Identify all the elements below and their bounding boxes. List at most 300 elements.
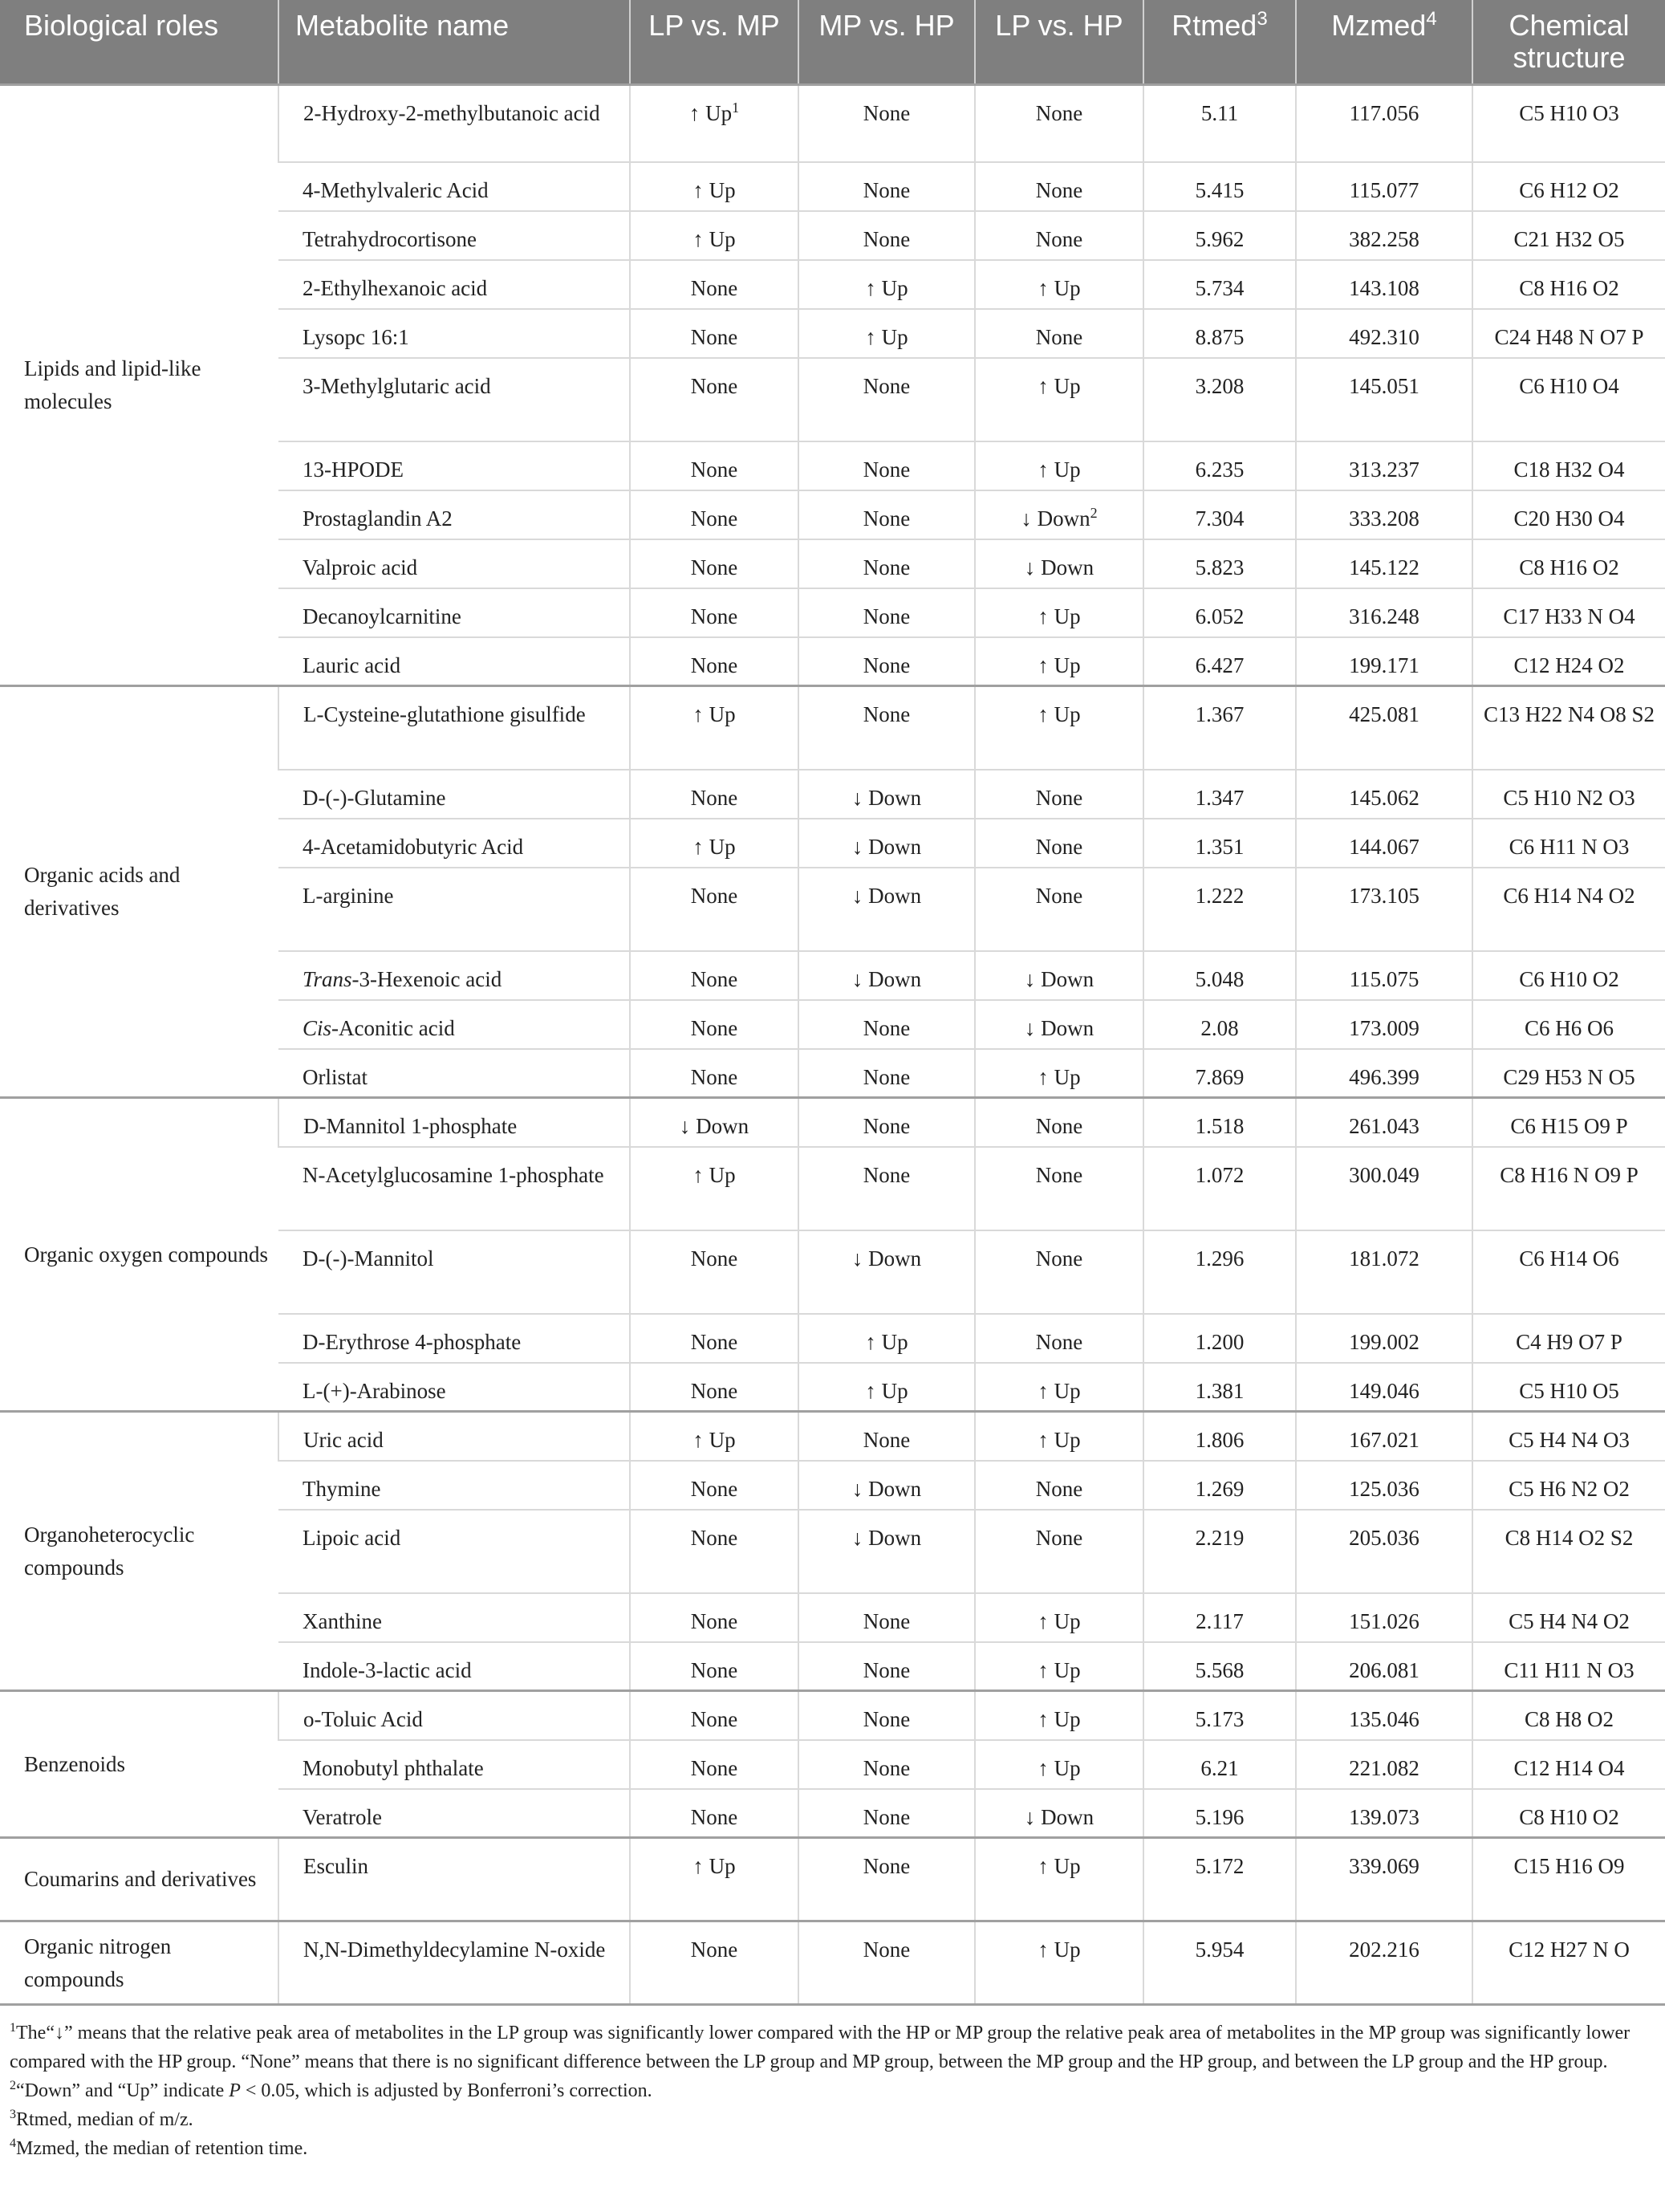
mp-vs-hp-cell bbox=[798, 309, 975, 358]
rtmed-cell bbox=[1143, 1314, 1296, 1363]
metabolite-name-cell bbox=[278, 686, 630, 770]
metabolite-name-cell bbox=[278, 1921, 630, 2005]
lp-vs-hp-cell bbox=[975, 1230, 1143, 1314]
lp-vs-hp-cell bbox=[975, 1510, 1143, 1593]
mp-vs-hp-value: ↑ Up bbox=[865, 275, 908, 300]
chemical-structure-value: C21 H32 O5 bbox=[1513, 226, 1625, 251]
metabolite-name-cell bbox=[278, 819, 630, 868]
lp-vs-mp-cell bbox=[630, 162, 798, 211]
metabolite-name-cell bbox=[278, 1363, 630, 1412]
metabolite-name: D-(-)-Mannitol bbox=[303, 1246, 434, 1271]
header-lp-vs-mp: LP vs. MP bbox=[630, 0, 798, 85]
mzmed-cell bbox=[1296, 260, 1472, 309]
lp-vs-hp-value: ↑ Up bbox=[1038, 1378, 1081, 1403]
rtmed-value: 1.072 bbox=[1195, 1162, 1245, 1187]
rtmed-value: 6.235 bbox=[1195, 457, 1245, 482]
mp-vs-hp-cell bbox=[798, 1049, 975, 1098]
lp-vs-hp-value: ↓ Down bbox=[1024, 966, 1094, 991]
lp-vs-hp-value: None bbox=[1035, 1329, 1083, 1354]
rtmed-value: 5.048 bbox=[1195, 966, 1245, 991]
rtmed-value: 5.173 bbox=[1195, 1707, 1245, 1731]
mp-vs-hp-cell bbox=[798, 1098, 975, 1147]
lp-vs-hp-value: ↑ Up bbox=[1038, 457, 1081, 482]
mp-vs-hp-cell bbox=[798, 1691, 975, 1740]
rtmed-cell bbox=[1143, 1510, 1296, 1593]
lp-vs-hp-cell bbox=[975, 1314, 1143, 1363]
lp-vs-mp-value: None bbox=[690, 275, 738, 300]
lp-vs-hp-value: None bbox=[1035, 785, 1083, 810]
lp-vs-mp-value: None bbox=[690, 1064, 738, 1089]
lp-vs-mp-cell bbox=[630, 819, 798, 868]
lp-vs-mp-value: ↑ Up bbox=[692, 1428, 736, 1452]
mzmed-value: 125.036 bbox=[1349, 1476, 1419, 1501]
header-biological-roles: Biological roles bbox=[0, 0, 278, 85]
lp-vs-hp-cell bbox=[975, 686, 1143, 770]
lp-vs-hp-value: None bbox=[1035, 1246, 1083, 1271]
metabolite-name: L-(+)-Arabinose bbox=[303, 1378, 446, 1403]
biological-role-cell bbox=[0, 1098, 278, 1412]
metabolite-name-cell bbox=[278, 539, 630, 588]
rtmed-value: 1.200 bbox=[1195, 1329, 1245, 1354]
mp-vs-hp-value: None bbox=[863, 1755, 911, 1780]
metabolite-name: Indole-3-lactic acid bbox=[303, 1657, 472, 1682]
mzmed-value: 145.051 bbox=[1349, 373, 1419, 398]
mp-vs-hp-cell bbox=[798, 162, 975, 211]
mp-vs-hp-cell bbox=[798, 490, 975, 539]
mp-vs-hp-value: None bbox=[863, 457, 911, 482]
mzmed-value: 115.075 bbox=[1349, 966, 1419, 991]
lp-vs-mp-value: None bbox=[690, 373, 738, 398]
metabolite-name-cell bbox=[278, 637, 630, 686]
chemical-structure-value: C5 H4 N4 O2 bbox=[1509, 1608, 1630, 1633]
mzmed-cell bbox=[1296, 1789, 1472, 1838]
metabolite-name: D-(-)-Glutamine bbox=[303, 785, 446, 810]
metabolite-name: L-Cysteine-glutathione gisulfide bbox=[303, 702, 586, 726]
table-row bbox=[0, 686, 1665, 770]
rtmed-cell bbox=[1143, 1412, 1296, 1461]
lp-vs-hp-cell bbox=[975, 1642, 1143, 1691]
footnote-marker: 1 bbox=[732, 100, 740, 116]
mp-vs-hp-value: None bbox=[863, 1938, 911, 1962]
lp-vs-mp-value: None bbox=[690, 1657, 738, 1682]
lp-vs-mp-cell bbox=[630, 1363, 798, 1412]
lp-vs-mp-value: None bbox=[690, 653, 738, 677]
lp-vs-hp-value: ↑ Up bbox=[1038, 1608, 1081, 1633]
mp-vs-hp-value: None bbox=[863, 1162, 911, 1187]
chemical-structure-cell bbox=[1472, 1510, 1665, 1593]
chemical-structure-cell bbox=[1472, 951, 1665, 1000]
lp-vs-mp-cell bbox=[630, 85, 798, 162]
lp-vs-hp-value: ↑ Up bbox=[1038, 373, 1081, 398]
metabolite-name: N,N-Dimethyldecylamine N-oxide bbox=[303, 1938, 606, 1962]
mp-vs-hp-cell bbox=[798, 1147, 975, 1230]
lp-vs-mp-cell bbox=[630, 309, 798, 358]
lp-vs-mp-value: None bbox=[690, 1476, 738, 1501]
mp-vs-hp-value: None bbox=[863, 1064, 911, 1089]
lp-vs-hp-cell bbox=[975, 1461, 1143, 1510]
lp-vs-hp-cell bbox=[975, 951, 1143, 1000]
chemical-structure-cell bbox=[1472, 1789, 1665, 1838]
chemical-structure-value: C5 H10 O3 bbox=[1519, 101, 1619, 125]
mp-vs-hp-value: None bbox=[863, 702, 911, 726]
mzmed-cell bbox=[1296, 1098, 1472, 1147]
mzmed-value: 149.046 bbox=[1349, 1378, 1419, 1403]
chemical-structure-cell bbox=[1472, 1921, 1665, 2005]
lp-vs-hp-value: None bbox=[1035, 177, 1083, 202]
lp-vs-hp-value: None bbox=[1035, 1525, 1083, 1550]
rtmed-cell bbox=[1143, 309, 1296, 358]
lp-vs-hp-value: ↓ Down bbox=[1021, 506, 1090, 531]
rtmed-cell bbox=[1143, 686, 1296, 770]
rtmed-value: 1.347 bbox=[1195, 785, 1245, 810]
lp-vs-hp-cell bbox=[975, 1789, 1143, 1838]
mzmed-cell bbox=[1296, 770, 1472, 819]
biological-role-label: Coumarins and derivatives bbox=[24, 1867, 257, 1891]
lp-vs-mp-value: None bbox=[690, 1525, 738, 1550]
chemical-structure-value: C8 H16 O2 bbox=[1519, 555, 1619, 579]
lp-vs-mp-value: None bbox=[690, 604, 738, 628]
lp-vs-hp-cell bbox=[975, 588, 1143, 637]
mzmed-value: 167.021 bbox=[1349, 1428, 1419, 1452]
rtmed-value: 5.172 bbox=[1195, 1854, 1245, 1878]
chemical-structure-value: C15 H16 O9 bbox=[1513, 1854, 1625, 1878]
mp-vs-hp-cell bbox=[798, 1230, 975, 1314]
rtmed-cell bbox=[1143, 637, 1296, 686]
mp-vs-hp-cell bbox=[798, 1921, 975, 2005]
footnotes bbox=[0, 2006, 1665, 2163]
chemical-structure-value: C29 H53 N O5 bbox=[1503, 1064, 1635, 1089]
lp-vs-mp-value: None bbox=[690, 1608, 738, 1633]
metabolite-name: Veratrole bbox=[303, 1804, 382, 1829]
rtmed-cell bbox=[1143, 1921, 1296, 2005]
chemical-structure-value: C6 H10 O2 bbox=[1519, 966, 1619, 991]
lp-vs-mp-cell bbox=[630, 770, 798, 819]
metabolite-name: 4-Acetamidobutyric Acid bbox=[303, 834, 524, 859]
header-lp-vs-hp: LP vs. HP bbox=[975, 0, 1143, 85]
chemical-structure-value: C24 H48 N O7 P bbox=[1494, 324, 1644, 349]
mp-vs-hp-value: ↓ Down bbox=[851, 1476, 922, 1501]
lp-vs-hp-value: ↑ Up bbox=[1038, 702, 1081, 726]
chemical-structure-cell bbox=[1472, 539, 1665, 588]
mp-vs-hp-cell bbox=[798, 588, 975, 637]
lp-vs-hp-cell bbox=[975, 1147, 1143, 1230]
rtmed-value: 2.117 bbox=[1196, 1608, 1244, 1633]
mp-vs-hp-cell bbox=[798, 260, 975, 309]
chemical-structure-cell bbox=[1472, 868, 1665, 951]
chemical-structure-cell bbox=[1472, 1363, 1665, 1412]
metabolite-name: -Aconitic acid bbox=[331, 1015, 455, 1040]
metabolite-name-prefix: Cis bbox=[303, 1015, 332, 1040]
table-row bbox=[0, 1921, 1665, 2005]
mp-vs-hp-value: None bbox=[863, 226, 911, 251]
metabolite-name: 13-HPODE bbox=[303, 457, 404, 482]
chemical-structure-cell bbox=[1472, 1000, 1665, 1049]
lp-vs-hp-value: None bbox=[1035, 1162, 1083, 1187]
mzmed-cell bbox=[1296, 162, 1472, 211]
lp-vs-mp-value: ↑ Up bbox=[692, 177, 736, 202]
metabolite-name-prefix: Trans bbox=[303, 966, 352, 991]
lp-vs-mp-cell bbox=[630, 1230, 798, 1314]
mp-vs-hp-cell bbox=[798, 539, 975, 588]
lp-vs-mp-cell bbox=[630, 637, 798, 686]
metabolite-name-cell bbox=[278, 1691, 630, 1740]
lp-vs-hp-cell bbox=[975, 441, 1143, 490]
metabolite-name-cell bbox=[278, 1510, 630, 1593]
chemical-structure-cell bbox=[1472, 1593, 1665, 1642]
lp-vs-hp-value: ↓ Down bbox=[1024, 1015, 1094, 1040]
mp-vs-hp-value: ↓ Down bbox=[851, 834, 922, 859]
mp-vs-hp-cell bbox=[798, 441, 975, 490]
rtmed-cell bbox=[1143, 441, 1296, 490]
metabolite-name: 3-Methylglutaric acid bbox=[303, 373, 491, 398]
mzmed-cell bbox=[1296, 490, 1472, 539]
chemical-structure-cell bbox=[1472, 819, 1665, 868]
lp-vs-hp-cell bbox=[975, 770, 1143, 819]
lp-vs-mp-value: None bbox=[690, 1804, 738, 1829]
mzmed-value: 261.043 bbox=[1349, 1114, 1419, 1138]
mp-vs-hp-cell bbox=[798, 85, 975, 162]
metabolite-name-cell bbox=[278, 770, 630, 819]
mzmed-value: 333.208 bbox=[1349, 506, 1419, 531]
mzmed-cell bbox=[1296, 819, 1472, 868]
mp-vs-hp-value: None bbox=[863, 1707, 911, 1731]
rtmed-value: 1.518 bbox=[1195, 1114, 1245, 1138]
mzmed-cell bbox=[1296, 1461, 1472, 1510]
rtmed-value: 5.196 bbox=[1195, 1804, 1245, 1829]
mzmed-value: 151.026 bbox=[1349, 1608, 1419, 1633]
mzmed-cell bbox=[1296, 309, 1472, 358]
chemical-structure-cell bbox=[1472, 211, 1665, 260]
biological-role-cell bbox=[0, 1838, 278, 1921]
lp-vs-mp-value: None bbox=[690, 457, 738, 482]
lp-vs-mp-value: ↑ Up bbox=[692, 1854, 736, 1878]
mzmed-value: 139.073 bbox=[1349, 1804, 1419, 1829]
table-row bbox=[0, 1412, 1665, 1461]
chemical-structure-value: C6 H14 N4 O2 bbox=[1503, 883, 1635, 908]
biological-role-cell bbox=[0, 1921, 278, 2005]
rtmed-cell bbox=[1143, 1789, 1296, 1838]
mp-vs-hp-value: ↓ Down bbox=[851, 883, 922, 908]
rtmed-value: 5.962 bbox=[1195, 226, 1245, 251]
metabolite-name-cell bbox=[278, 1098, 630, 1147]
lp-vs-hp-cell bbox=[975, 637, 1143, 686]
mp-vs-hp-value: None bbox=[863, 506, 911, 531]
rtmed-cell bbox=[1143, 868, 1296, 951]
chemical-structure-cell bbox=[1472, 309, 1665, 358]
mp-vs-hp-cell bbox=[798, 1642, 975, 1691]
metabolite-name-cell bbox=[278, 1049, 630, 1098]
mzmed-value: 316.248 bbox=[1349, 604, 1419, 628]
metabolite-name-cell bbox=[278, 1789, 630, 1838]
lp-vs-mp-value: None bbox=[690, 1015, 738, 1040]
mzmed-cell bbox=[1296, 211, 1472, 260]
mp-vs-hp-cell bbox=[798, 1593, 975, 1642]
mzmed-value: 144.067 bbox=[1349, 834, 1419, 859]
mzmed-value: 181.072 bbox=[1349, 1246, 1419, 1271]
chemical-structure-cell bbox=[1472, 162, 1665, 211]
chemical-structure-value: C8 H8 O2 bbox=[1524, 1707, 1614, 1731]
metabolite-name-cell bbox=[278, 951, 630, 1000]
rtmed-cell bbox=[1143, 1593, 1296, 1642]
mp-vs-hp-cell bbox=[798, 358, 975, 441]
lp-vs-hp-cell bbox=[975, 1098, 1143, 1147]
lp-vs-mp-cell bbox=[630, 441, 798, 490]
lp-vs-hp-value: None bbox=[1035, 1476, 1083, 1501]
lp-vs-mp-cell bbox=[630, 1000, 798, 1049]
mp-vs-hp-cell bbox=[798, 819, 975, 868]
rtmed-value: 6.427 bbox=[1195, 653, 1245, 677]
rtmed-cell bbox=[1143, 1098, 1296, 1147]
biological-role-cell bbox=[0, 85, 278, 686]
lp-vs-mp-value: ↑ Up bbox=[688, 101, 733, 125]
table-row bbox=[0, 1838, 1665, 1921]
mp-vs-hp-cell bbox=[798, 686, 975, 770]
mp-vs-hp-cell bbox=[798, 951, 975, 1000]
biological-role-cell bbox=[0, 1412, 278, 1691]
mp-vs-hp-value: None bbox=[863, 1657, 911, 1682]
chemical-structure-cell bbox=[1472, 441, 1665, 490]
mzmed-value: 173.009 bbox=[1349, 1015, 1419, 1040]
metabolite-name-cell bbox=[278, 162, 630, 211]
rtmed-cell bbox=[1143, 162, 1296, 211]
lp-vs-hp-cell bbox=[975, 819, 1143, 868]
chemical-structure-cell bbox=[1472, 1691, 1665, 1740]
biological-role-label: Organic nitrogen compounds bbox=[24, 1933, 172, 1991]
rtmed-value: 1.381 bbox=[1195, 1378, 1245, 1403]
mp-vs-hp-value: None bbox=[863, 1114, 911, 1138]
metabolite-name-cell bbox=[278, 260, 630, 309]
footnote-3: $^3$Rtmed, median of m/z. bbox=[10, 2108, 193, 2130]
lp-vs-hp-value: ↑ Up bbox=[1038, 1938, 1081, 1962]
rtmed-value: 5.568 bbox=[1195, 1657, 1245, 1682]
mzmed-cell bbox=[1296, 637, 1472, 686]
chemical-structure-value: C4 H9 O7 P bbox=[1516, 1329, 1622, 1354]
chemical-structure-value: C8 H16 O2 bbox=[1519, 275, 1619, 300]
rtmed-cell bbox=[1143, 588, 1296, 637]
rtmed-value: 3.208 bbox=[1195, 373, 1245, 398]
chemical-structure-cell bbox=[1472, 1314, 1665, 1363]
lp-vs-mp-cell bbox=[630, 1691, 798, 1740]
mzmed-value: 382.258 bbox=[1349, 226, 1419, 251]
lp-vs-mp-cell bbox=[630, 358, 798, 441]
mzmed-value: 221.082 bbox=[1349, 1755, 1419, 1780]
rtmed-value: 1.806 bbox=[1195, 1428, 1245, 1452]
mzmed-cell bbox=[1296, 1838, 1472, 1921]
lp-vs-mp-cell bbox=[630, 1642, 798, 1691]
mzmed-value: 425.081 bbox=[1349, 702, 1419, 726]
metabolite-name: L-arginine bbox=[303, 883, 394, 908]
rtmed-cell bbox=[1143, 1838, 1296, 1921]
mp-vs-hp-cell bbox=[798, 1789, 975, 1838]
metabolite-name: Uric acid bbox=[303, 1428, 384, 1452]
lp-vs-hp-value: ↑ Up bbox=[1038, 1657, 1081, 1682]
lp-vs-hp-cell bbox=[975, 539, 1143, 588]
mp-vs-hp-value: ↑ Up bbox=[865, 324, 908, 349]
lp-vs-hp-cell bbox=[975, 1921, 1143, 2005]
lp-vs-hp-value: None bbox=[1035, 101, 1083, 125]
chemical-structure-value: C20 H30 O4 bbox=[1513, 506, 1625, 531]
footnote-marker: 2 bbox=[1090, 504, 1098, 521]
metabolite-name: Tetrahydrocortisone bbox=[303, 226, 477, 251]
lp-vs-hp-cell bbox=[975, 162, 1143, 211]
lp-vs-hp-cell bbox=[975, 1363, 1143, 1412]
mzmed-value: 300.049 bbox=[1349, 1162, 1419, 1187]
metabolite-name-cell bbox=[278, 1230, 630, 1314]
rtmed-cell bbox=[1143, 1147, 1296, 1230]
lp-vs-mp-value: None bbox=[690, 1707, 738, 1731]
lp-vs-mp-cell bbox=[630, 1510, 798, 1593]
footnote-1: $^1$The“↓” means that the relative peak area of metabolites in the LP group was significantly lower compared with the HP or MP group the relative peak area of metabolites in the MP group was significantly lower compared with the HP group. “None” means that there is no significant difference between the LP group and MP group, between the MP group and the HP group, and between the LP group and the HP group. bbox=[10, 2021, 1630, 2072]
metabolite-name-cell bbox=[278, 1461, 630, 1510]
lp-vs-mp-value: None bbox=[690, 324, 738, 349]
lp-vs-mp-value: None bbox=[690, 785, 738, 810]
chemical-structure-value: C6 H11 N O3 bbox=[1509, 834, 1630, 859]
mp-vs-hp-cell bbox=[798, 637, 975, 686]
mp-vs-hp-cell bbox=[798, 770, 975, 819]
rtmed-cell bbox=[1143, 260, 1296, 309]
metabolite-name-cell bbox=[278, 1147, 630, 1230]
rtmed-value: 1.296 bbox=[1195, 1246, 1245, 1271]
lp-vs-hp-value: ↑ Up bbox=[1038, 275, 1081, 300]
metabolite-name-cell bbox=[278, 868, 630, 951]
lp-vs-hp-cell bbox=[975, 490, 1143, 539]
metabolite-name-cell bbox=[278, 1000, 630, 1049]
mp-vs-hp-value: None bbox=[863, 1854, 911, 1878]
mp-vs-hp-value: None bbox=[863, 1428, 911, 1452]
table-row bbox=[0, 85, 1665, 162]
metabolite-name: 2-Hydroxy-2-methylbutanoic acid bbox=[303, 101, 600, 125]
mzmed-cell bbox=[1296, 441, 1472, 490]
chemical-structure-value: C5 H4 N4 O3 bbox=[1509, 1428, 1630, 1452]
chemical-structure-value: C12 H14 O4 bbox=[1513, 1755, 1625, 1780]
footnote-2: $^2$“Down” and “Up” indicate P < 0.05, which is adjusted by Bonferroni’s correction. bbox=[10, 2079, 652, 2101]
lp-vs-mp-value: None bbox=[690, 1246, 738, 1271]
rtmed-cell bbox=[1143, 770, 1296, 819]
lp-vs-hp-value: ↑ Up bbox=[1038, 1428, 1081, 1452]
metabolite-name: Xanthine bbox=[303, 1608, 382, 1633]
lp-vs-mp-cell bbox=[630, 490, 798, 539]
chemical-structure-value: C8 H10 O2 bbox=[1519, 1804, 1619, 1829]
rtmed-cell bbox=[1143, 1740, 1296, 1789]
metabolite-name-cell bbox=[278, 309, 630, 358]
rtmed-value: 5.415 bbox=[1195, 177, 1245, 202]
rtmed-value: 2.08 bbox=[1200, 1015, 1239, 1040]
chemical-structure-value: C5 H10 N2 O3 bbox=[1503, 785, 1635, 810]
lp-vs-hp-value: ↑ Up bbox=[1038, 1707, 1081, 1731]
table-row bbox=[0, 1691, 1665, 1740]
chemical-structure-cell bbox=[1472, 1098, 1665, 1147]
mp-vs-hp-value: None bbox=[863, 1015, 911, 1040]
lp-vs-mp-cell bbox=[630, 1789, 798, 1838]
lp-vs-hp-cell bbox=[975, 868, 1143, 951]
mzmed-cell bbox=[1296, 1000, 1472, 1049]
mzmed-value: 173.105 bbox=[1349, 883, 1419, 908]
metabolite-name: Orlistat bbox=[303, 1064, 368, 1089]
metabolite-name: 2-Ethylhexanoic acid bbox=[303, 275, 488, 300]
lp-vs-mp-value: ↓ Down bbox=[679, 1114, 749, 1138]
chemical-structure-value: C12 H24 O2 bbox=[1513, 653, 1625, 677]
metabolite-name: D-Erythrose 4-phosphate bbox=[303, 1329, 522, 1354]
mp-vs-hp-value: None bbox=[863, 1804, 911, 1829]
mzmed-cell bbox=[1296, 1740, 1472, 1789]
mzmed-cell bbox=[1296, 1921, 1472, 2005]
mzmed-cell bbox=[1296, 1510, 1472, 1593]
mzmed-value: 492.310 bbox=[1349, 324, 1419, 349]
metabolite-name: Lysopc 16:1 bbox=[303, 324, 409, 349]
biological-role-label: Organic acids and derivatives bbox=[24, 863, 181, 920]
chemical-structure-value: C18 H32 O4 bbox=[1513, 457, 1625, 482]
lp-vs-hp-cell bbox=[975, 1593, 1143, 1642]
